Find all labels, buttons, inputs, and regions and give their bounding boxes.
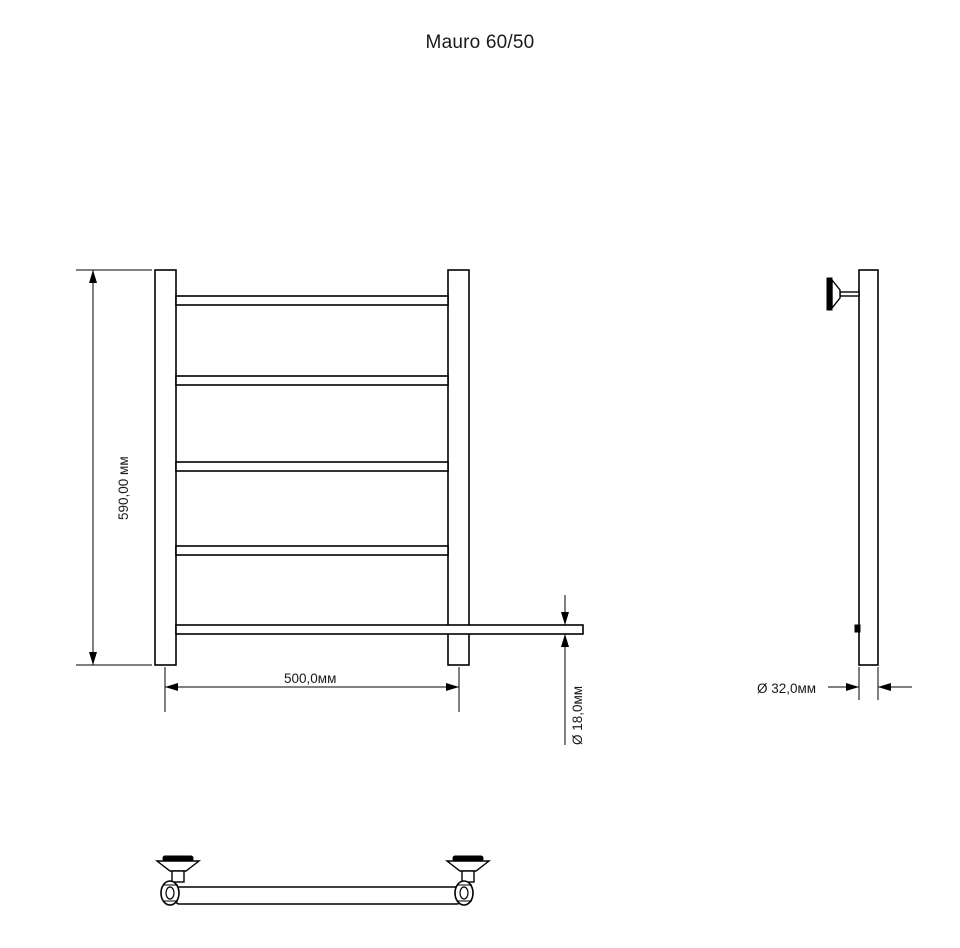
dimension-post-diameter [828,667,912,700]
dimension-post-diameter-label: Ø 32,0мм [757,681,817,696]
rail-post-overlap-mask [449,626,468,633]
width-arrow-left [165,683,178,691]
top-view-right-wall-plate [453,856,483,861]
front-view-right-post [448,270,469,665]
side-view-post [859,270,878,665]
front-view-rail-3 [176,462,448,471]
top-view-right-cone [447,861,489,871]
post-arrow-right [878,683,891,691]
dimension-height [76,270,152,665]
front-view-left-post [155,270,176,665]
front-view-rail-4 [176,546,448,555]
width-arrow-right [446,683,459,691]
front-view-rail-2 [176,376,448,385]
top-view-left-cone [157,861,199,871]
top-view-left-wall-plate [163,856,193,861]
height-arrow-bottom [89,652,97,665]
dimension-height-label: 590,00 мм [116,456,131,520]
front-view-rail-1 [176,296,448,305]
height-arrow-top [89,270,97,283]
dimension-width-label: 500,0мм [284,671,337,686]
top-view [157,856,489,905]
tube-arrow-top [561,612,569,625]
top-view-tube [176,887,460,904]
top-view-left-nut-core [166,887,174,899]
front-view [155,270,583,665]
side-view-bracket-stem [840,292,859,296]
front-view-rail-5 [176,625,583,634]
side-view-wall-plate [827,278,832,310]
dimension-tube-diameter-label: Ø 18,0мм [570,685,585,745]
top-view-right-nut-core [460,887,468,899]
side-view [827,270,878,665]
post-arrow-left [846,683,859,691]
page-title: Mauro 60/50 [425,32,535,53]
tube-arrow-bottom [561,634,569,647]
side-view-bracket-flange [832,280,840,308]
top-view-left-stem [172,871,184,882]
side-view-connector-nub [855,625,860,632]
